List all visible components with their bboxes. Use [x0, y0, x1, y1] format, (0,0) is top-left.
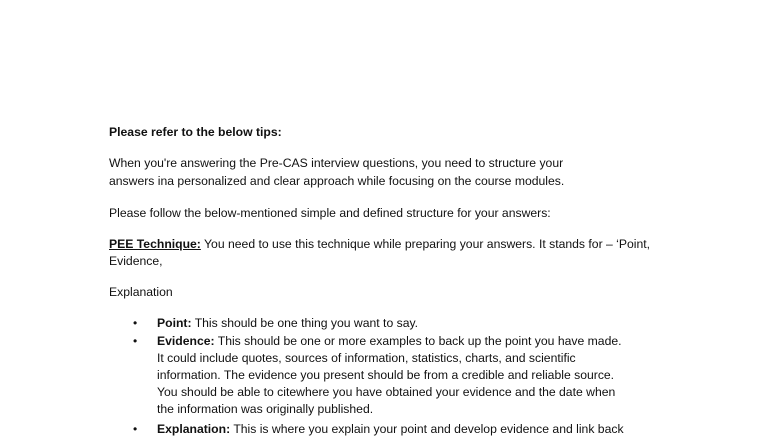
bullet-point-item	[157, 315, 418, 332]
tips-heading: Please refer to the below tips:	[109, 125, 282, 139]
bullet-evidence-marker: •	[133, 334, 138, 348]
pee-technique-label: PEE Technique:	[109, 237, 201, 251]
bullet-evidence-line-2: It could include quotes, sources of information, statistics, charts, and scientific	[157, 351, 576, 365]
bullet-explanation-marker: •	[133, 422, 138, 436]
intro-line-1: When you're answering the Pre-CAS interview questions, you need to structure your	[109, 156, 564, 170]
follow-structure-text: Please follow the below-mentioned simple and defined structure for your answers:	[109, 206, 551, 220]
bullet-explanation-text: This is where you explain your point and develop evidence and link back	[233, 422, 624, 436]
bullet-evidence-line-4: You should be able to citewhere you have obtained your evidence and the date when	[157, 385, 616, 399]
bullet-point-marker: •	[133, 316, 138, 330]
bullet-explanation-item	[157, 421, 624, 438]
intro-line-2: answers ina personalized and clear approach while focusing on the course modules.	[109, 174, 565, 188]
explanation-word: Explanation	[109, 285, 173, 299]
bullet-point-label: Point:	[157, 316, 192, 330]
pee-technique-text: You need to use this technique while preparing your answers. It stands for – ‘Point,	[200, 237, 651, 251]
pee-technique-line-2: Evidence,	[109, 254, 163, 268]
bullet-explanation-label: Explanation:	[157, 422, 231, 436]
bullet-evidence-line-5: the information was originally published.	[157, 402, 374, 416]
bullet-evidence-line-3: information. The evidence you present should be from a credible and reliable source.	[157, 368, 615, 382]
bullet-evidence-line-1: This should be one or more examples to back up the point you have made.	[217, 334, 622, 348]
bullet-evidence-label: Evidence:	[157, 334, 215, 348]
pee-technique-paragraph	[109, 236, 650, 253]
bullet-point-text: This should be one thing you want to say.	[194, 316, 419, 330]
bullet-evidence-item	[157, 333, 622, 350]
